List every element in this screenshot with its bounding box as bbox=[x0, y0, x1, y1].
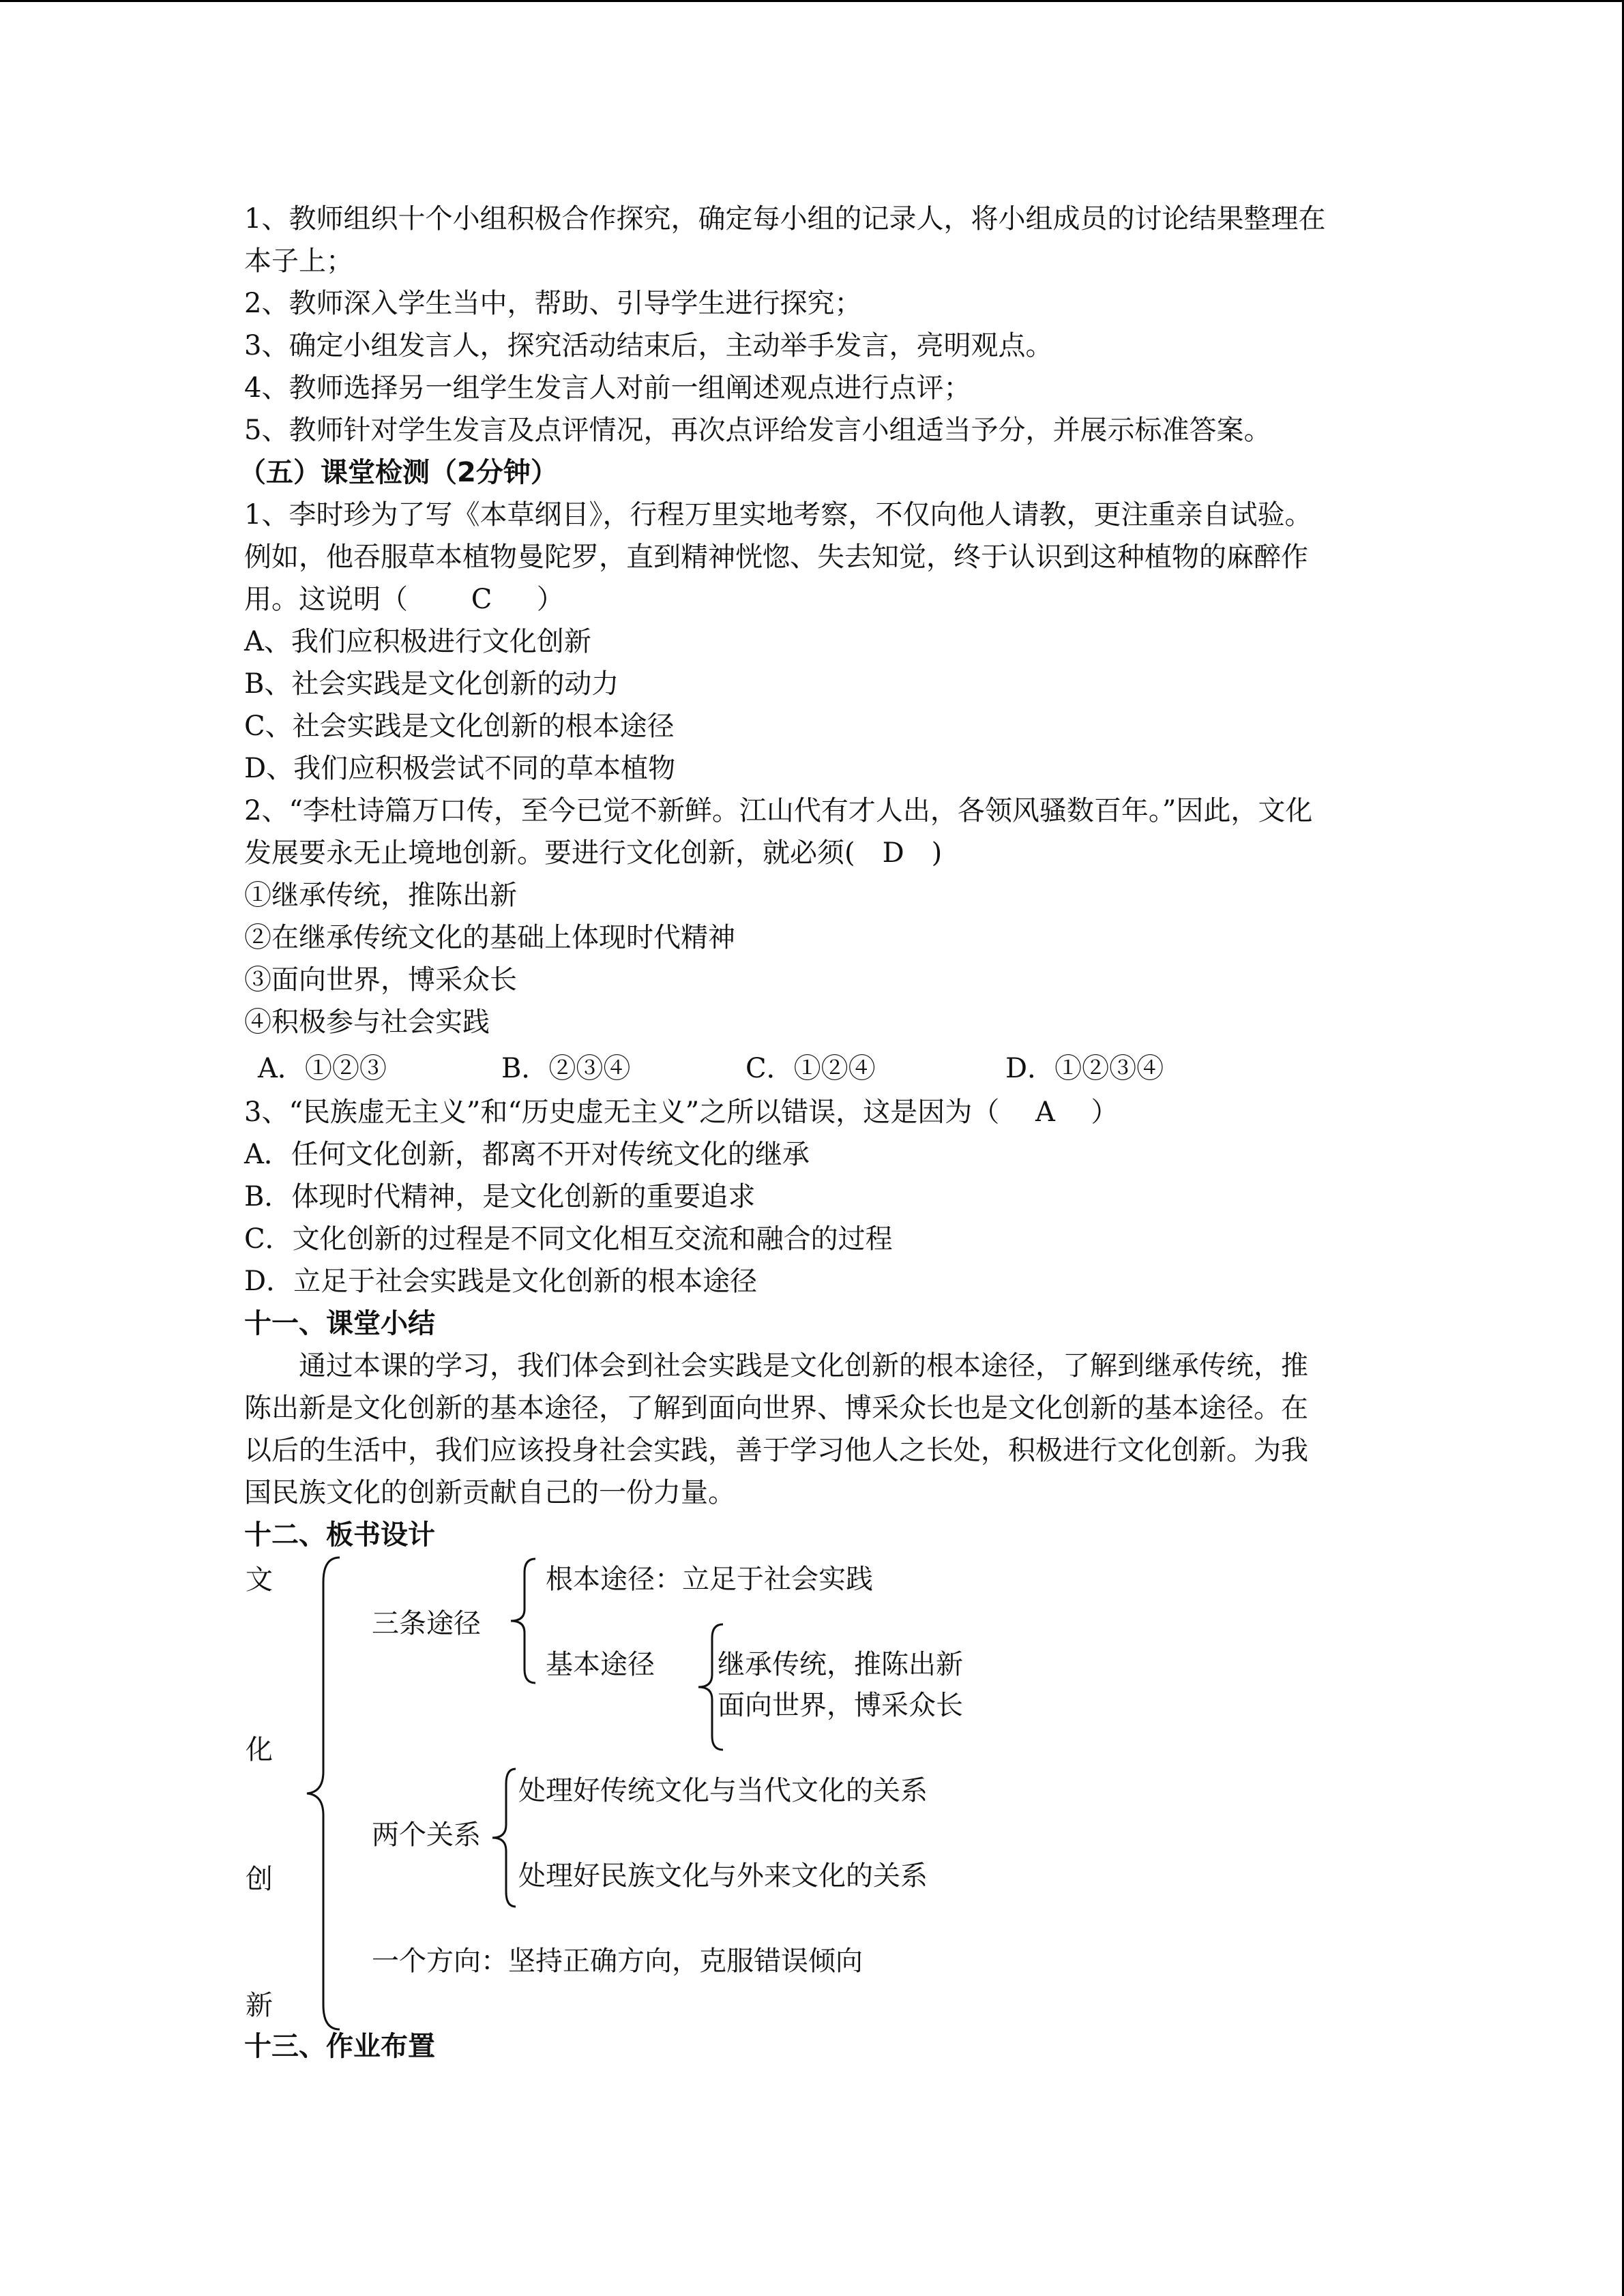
question-2-choice-c: C．①②④ bbox=[745, 1053, 876, 1084]
board-basic-item: 面向世界，博采众长 bbox=[718, 1690, 963, 1721]
question-3-option: D．立足于社会实践是文化创新的根本途径 bbox=[244, 1266, 758, 1297]
question-2-choice-d: D．①②③④ bbox=[1005, 1053, 1164, 1084]
summary-heading: 十一、课堂小结 bbox=[244, 1308, 435, 1339]
board-root-char: 化 bbox=[246, 1734, 273, 1765]
question-1-line: 用。这说明（ C ） bbox=[244, 584, 564, 615]
question-2-choice-b: B．②③④ bbox=[501, 1053, 631, 1084]
board-fundamental-path: 根本途径：立足于社会实践 bbox=[546, 1564, 873, 1595]
question-2-line: 发展要永无止境地创新。要进行文化创新，就必须( D ) bbox=[244, 837, 943, 869]
board-two-relations: 两个关系 bbox=[372, 1819, 481, 1851]
board-relation-item: 处理好民族文化与外来文化的关系 bbox=[518, 1860, 928, 1892]
question-2-item: ④积极参与社会实践 bbox=[244, 1007, 490, 1038]
board-three-paths: 三条途径 bbox=[372, 1608, 481, 1639]
board-basic-item: 继承传统，推陈出新 bbox=[718, 1649, 963, 1680]
board-root-char: 文 bbox=[246, 1564, 273, 1596]
board-root-char: 新 bbox=[246, 1990, 273, 2021]
question-3-option: C．文化创新的过程是不同文化相互交流和融合的过程 bbox=[244, 1223, 893, 1255]
main-brace bbox=[300, 1555, 348, 2032]
board-one-direction: 一个方向：坚持正确方向，克服错误倾向 bbox=[372, 1945, 863, 1977]
activity-line: 4、教师选择另一组学生发言人对前一组阐述观点进行点评； bbox=[244, 372, 971, 404]
board-basic-path: 基本途径 bbox=[546, 1649, 655, 1680]
question-2-choice-a: A．①②③ bbox=[258, 1053, 387, 1084]
question-3-option: A．任何文化创新，都离不开对传统文化的继承 bbox=[244, 1139, 810, 1170]
quiz-heading: （五）课堂检测（2分钟） bbox=[239, 457, 558, 488]
question-2-item: ①继承传统，推陈出新 bbox=[244, 880, 517, 911]
activity-line: 1、教师组织十个小组积极合作探究，确定每小组的记录人，将小组成员的讨论结果整理在 bbox=[244, 203, 1326, 235]
question-1-line: 1、李时珍为了写《本草纲目》，行程万里实地考察，不仅向他人请教，更注重亲自试验。 bbox=[244, 499, 1312, 531]
question-1-option: B、社会实践是文化创新的动力 bbox=[244, 668, 619, 700]
board-heading: 十二、板书设计 bbox=[244, 1519, 435, 1551]
question-1-option: A、我们应积极进行文化创新 bbox=[244, 626, 591, 657]
question-2-item: ②在继承传统文化的基础上体现时代精神 bbox=[244, 922, 735, 953]
relations-brace bbox=[486, 1766, 520, 1909]
question-2-item: ③面向世界，博采众长 bbox=[244, 964, 517, 996]
question-1-line: 例如，他吞服草本植物曼陀罗，直到精神恍惚、失去知觉，终于认识到这种植物的麻醉作 bbox=[244, 541, 1308, 573]
activity-line: 3、确定小组发言人，探究活动结束后，主动举手发言，亮明观点。 bbox=[244, 330, 1053, 361]
summary-line: 陈出新是文化创新的基本途径，了解到面向世界、博采众长也是文化创新的基本途径。在 bbox=[244, 1392, 1308, 1424]
activity-line: 2、教师深入学生当中，帮助、引导学生进行探究； bbox=[244, 288, 862, 319]
question-1-option: C、社会实践是文化创新的根本途径 bbox=[244, 711, 675, 742]
page-border bbox=[0, 0, 1624, 2]
question-1-option: D、我们应积极尝试不同的草本植物 bbox=[244, 753, 676, 784]
summary-line: 通过本课的学习，我们体会到社会实践是文化创新的根本途径，了解到继承传统，推 bbox=[244, 1350, 1308, 1382]
summary-line: 国民族文化的创新贡献自己的一份力量。 bbox=[244, 1477, 735, 1508]
question-2-line: 2、“李杜诗篇万口传，至今已觉不新鲜。江山代有才人出，各领风骚数百年。”因此，文化 bbox=[244, 795, 1313, 826]
question-3-option: B．体现时代精神，是文化创新的重要追求 bbox=[244, 1181, 756, 1212]
board-relation-item: 处理好传统文化与当代文化的关系 bbox=[518, 1775, 928, 1806]
homework-heading: 十三、作业布置 bbox=[244, 2031, 435, 2062]
paths-brace bbox=[501, 1556, 542, 1686]
activity-line: 本子上； bbox=[244, 245, 353, 277]
question-3-line: 3、“民族虚无主义”和“历史虚无主义”之所以错误，这是因为（ A ） bbox=[244, 1097, 1119, 1128]
summary-line: 以后的生活中，我们应该投身社会实践，善于学习他人之长处，积极进行文化创新。为我 bbox=[244, 1435, 1308, 1466]
activity-line: 5、教师针对学生发言及点评情况，再次点评给发言小组适当予分，并展示标准答案。 bbox=[244, 415, 1271, 446]
board-root-char: 创 bbox=[246, 1864, 273, 1895]
basic-brace bbox=[689, 1622, 730, 1753]
